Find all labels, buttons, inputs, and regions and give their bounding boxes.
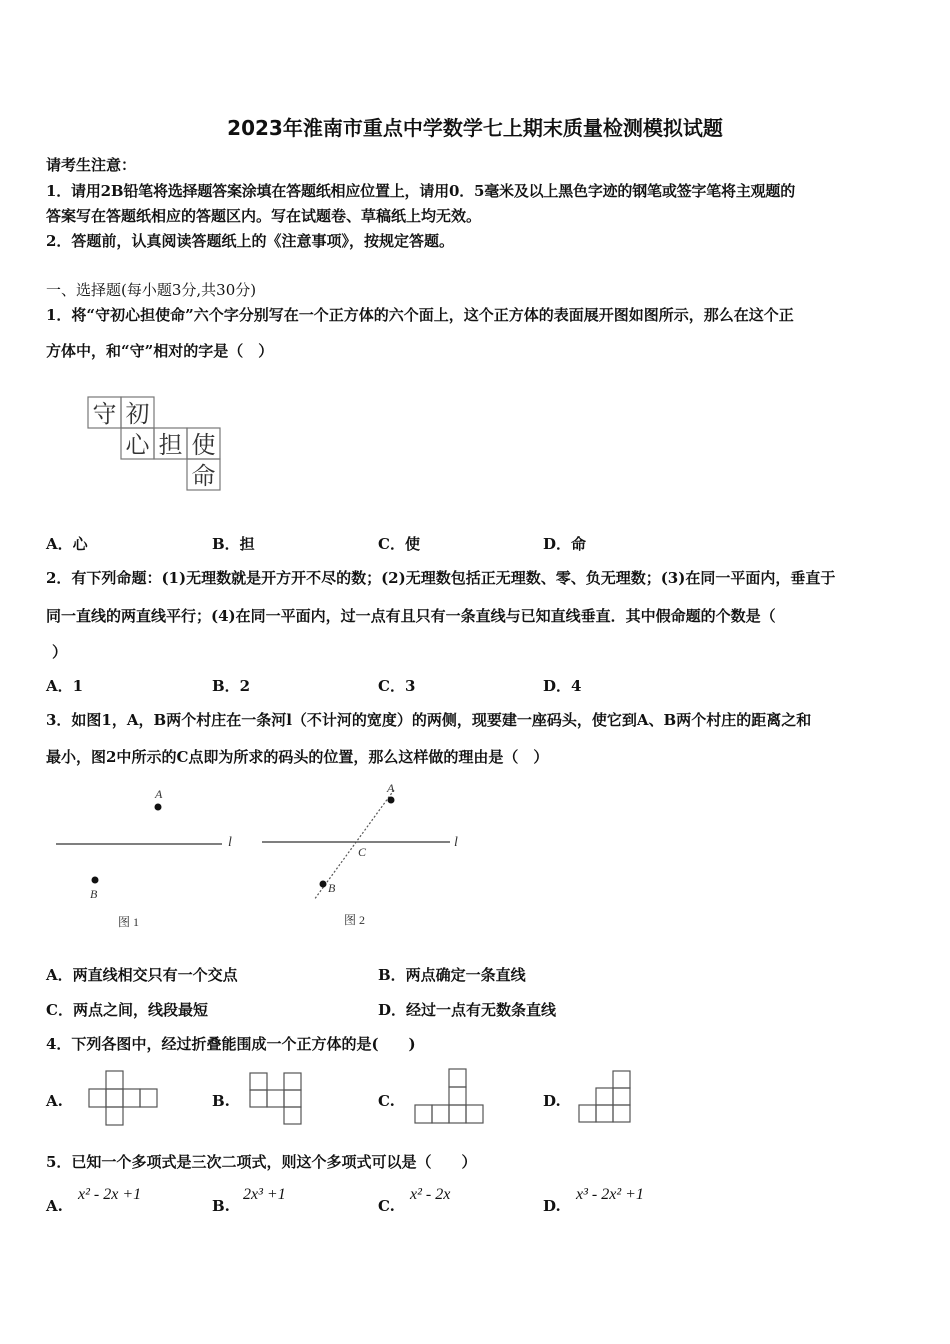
q4-net-b bbox=[249, 1072, 305, 1128]
section-heading: 一、选择题(每小题3分,共30分) bbox=[46, 281, 257, 299]
net-char: 心 bbox=[125, 433, 150, 459]
q5-label-a: A. bbox=[46, 1197, 63, 1215]
q5-label-b: B. bbox=[212, 1197, 230, 1215]
point-a-dot bbox=[155, 804, 162, 811]
notice-line-1: 1．请用2B铅笔将选择题答案涂填在答题纸相应位置上，请用0．5毫米及以上黑色字迹的钢笔或签字笔将主观题的 bbox=[46, 182, 796, 200]
q2-option-b: B．2 bbox=[212, 677, 251, 695]
q5-stem: 5．已知一个多项式是三次二项式，则这个多项式可以是（ ） bbox=[46, 1153, 477, 1171]
q4-net-c bbox=[413, 1068, 487, 1126]
net-char: 初 bbox=[125, 402, 150, 428]
q5-expr-d: x³ - 2x² +1 bbox=[576, 1186, 644, 1203]
q3-option-c: C．两点之间，线段最短 bbox=[46, 1001, 208, 1019]
label-l: l bbox=[454, 835, 458, 850]
figure-2-caption: 图 2 bbox=[344, 913, 366, 927]
q5-expr-a: x² - 2x +1 bbox=[78, 1186, 142, 1203]
q4-label-a: A. bbox=[46, 1092, 63, 1110]
q2-option-a: A．1 bbox=[46, 677, 84, 695]
q4-net-d bbox=[577, 1070, 635, 1126]
q5-expr-b: 2x³ +1 bbox=[243, 1186, 286, 1203]
label-a: A bbox=[387, 781, 395, 795]
q3-option-b: B．两点确定一条直线 bbox=[378, 966, 526, 984]
q2-option-c: C．3 bbox=[378, 677, 416, 695]
figure-1-caption: 图 1 bbox=[118, 915, 140, 929]
page-title: 2023年淮南市重点中学数学七上期末质量检测模拟试题 bbox=[227, 116, 723, 140]
q4-label-b: B. bbox=[212, 1092, 230, 1110]
net-char: 担 bbox=[158, 433, 183, 459]
q4-stem: 4．下列各图中，经过折叠能围成一个正方体的是( ) bbox=[46, 1035, 416, 1053]
notice-line-2: 答案写在答题纸相应的答题区内。写在试题卷、草稿纸上均无效。 bbox=[46, 207, 482, 225]
q4-label-d: D. bbox=[543, 1092, 561, 1110]
q3-line-1: 3．如图1，A，B两个村庄在一条河l（不计河的宽度）的两侧，现要建一座码头，使它到A、B两个村庄的距离之和 bbox=[46, 711, 812, 729]
q1-option-c: C．使 bbox=[378, 535, 420, 553]
net-char: 使 bbox=[191, 433, 216, 459]
notice-heading: 请考生注意： bbox=[46, 156, 137, 174]
q3-option-d: D．经过一点有无数条直线 bbox=[378, 1001, 557, 1019]
label-b: B bbox=[90, 887, 98, 901]
q2-option-d: D．4 bbox=[543, 677, 582, 695]
point-b-dot bbox=[92, 877, 99, 884]
q5-expr-c: x² - 2x bbox=[410, 1186, 451, 1203]
label-b: B bbox=[328, 881, 336, 895]
q1-option-d: D．命 bbox=[543, 535, 587, 553]
q5-label-c: C. bbox=[378, 1197, 395, 1215]
q4-label-c: C. bbox=[378, 1092, 395, 1110]
net-char: 守 bbox=[92, 402, 117, 428]
q1-option-b: B．担 bbox=[212, 535, 255, 553]
q5-label-d: D. bbox=[543, 1197, 561, 1215]
q2-line-2: 同一直线的两直线平行；(4)在同一平面内，过一点有且只有一条直线与已知直线垂直．其中假命题的个数是（ bbox=[46, 607, 776, 625]
notice-line-3: 2．答题前，认真阅读答题纸上的《注意事项》，按规定答题。 bbox=[46, 232, 454, 250]
q1-cube-net bbox=[86, 395, 226, 499]
point-b-dot bbox=[320, 881, 327, 888]
q1-option-a: A．心 bbox=[46, 535, 88, 553]
q3-option-a: A．两直线相交只有一个交点 bbox=[46, 966, 238, 984]
label-c: C bbox=[358, 845, 367, 859]
q2-line-3: ） bbox=[52, 643, 68, 661]
q3-line-2: 最小，图2中所示的C点即为所求的码头的位置，那么这样做的理由是（ ） bbox=[46, 748, 549, 766]
label-a: A bbox=[155, 787, 163, 801]
q4-net-a bbox=[88, 1070, 160, 1128]
net-char: 命 bbox=[191, 464, 216, 490]
point-a-dot bbox=[388, 797, 395, 804]
q3-figures bbox=[50, 776, 480, 936]
label-l: l bbox=[228, 835, 232, 850]
q2-line-1: 2．有下列命题：(1)无理数就是开方开不尽的数；(2)无理数包括正无理数、零、负无理数；(3)在同一平面内，垂直于 bbox=[46, 569, 836, 587]
q1-line-2: 方体中，和“守”相对的字是（ ） bbox=[46, 342, 274, 360]
q1-line-1: 1．将“守初心担使命”六个字分别写在一个正方体的六个面上，这个正方体的表面展开图如图所示，那么在这个正 bbox=[46, 306, 794, 324]
